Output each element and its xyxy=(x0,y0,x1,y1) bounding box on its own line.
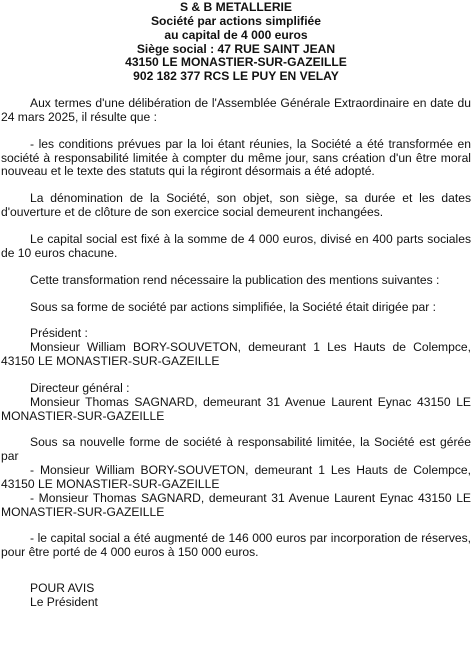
registered-office-city: 43150 LE MONASTIER-SUR-GAZEILLE xyxy=(125,55,347,70)
company-capital: au capital de 4 000 euros xyxy=(164,27,308,42)
capital-increase-paragraph: - le capital social a été augmenté de 146 000 euros par incorporation de réserves, pour être porté de 4 000 euros à 150 000 euros. xyxy=(1,531,471,560)
president-block xyxy=(1,327,471,369)
director-label: Directeur général : xyxy=(30,380,130,395)
new-management-intro: Sous sa nouvelle forme de société à responsabilité limitée, la Société est gérée par xyxy=(1,435,471,464)
rcs-registration: 902 182 377 RCS LE PUY EN VELAY xyxy=(133,69,339,84)
company-form: Société par actions simplifiée xyxy=(150,13,322,28)
signature-block xyxy=(1,582,471,610)
manager-1: - Monsieur William BORY-SOUVETON, demeurant 1 Les Hauts de Colempce, 43150 LE MONASTIER-SUR-GAZEILLE xyxy=(1,463,471,491)
pour-avis: POUR AVIS xyxy=(30,581,95,596)
intro-paragraph: Aux termes d'une délibération de l'Assemblée Générale Extraordinaire en date du 24 mars 2025, il résulte que : xyxy=(1,96,471,124)
publication-paragraph: Cette transformation rend nécessaire la publication des mentions suivantes : xyxy=(30,272,440,287)
capital-paragraph: Le capital social est fixé à la somme de 4 000 euros, divisé en 400 parts sociales de 10 euros chacune. xyxy=(1,231,471,260)
director-block xyxy=(1,382,471,424)
new-management-block xyxy=(1,436,471,519)
manager-2: - Monsieur Thomas SAGNARD, demeurant 31 Avenue Laurent Eynac 43150 LE MONASTIER-SUR-GAZEILLE xyxy=(1,490,471,519)
signer: Le Président xyxy=(30,595,98,609)
unchanged-paragraph: La dénomination de la Société, son objet, son siège, sa durée et les dates d'ouverture et de clôture de son exercice social demeurent inchangées. xyxy=(1,191,471,220)
director-details: Monsieur Thomas SAGNARD, demeurant 31 Avenue Laurent Eynac 43150 LE MONASTIER-SUR-GAZEILLE xyxy=(1,394,471,423)
president-label: Président : xyxy=(30,326,88,341)
notice-header xyxy=(1,1,471,84)
company-name: S & B METALLERIE xyxy=(180,0,292,14)
transformation-paragraph: - les conditions prévues par la loi étant réunies, la Société a été transformée en société à responsabilité limitée à compter du même jour, sans création d'un être moral nouveau et le texte des statuts qui la régiront désormais a été adopté. xyxy=(1,136,471,179)
president-details: Monsieur William BORY-SOUVETON, demeurant 1 Les Hauts de Colempce, 43150 LE MONASTIER-SUR-GAZEILLE xyxy=(1,340,471,369)
registered-office: Siège social : 47 RUE SAINT JEAN xyxy=(136,41,336,56)
former-management-intro: Sous sa forme de société par actions simplifiée, la Société était dirigée par : xyxy=(30,299,437,314)
